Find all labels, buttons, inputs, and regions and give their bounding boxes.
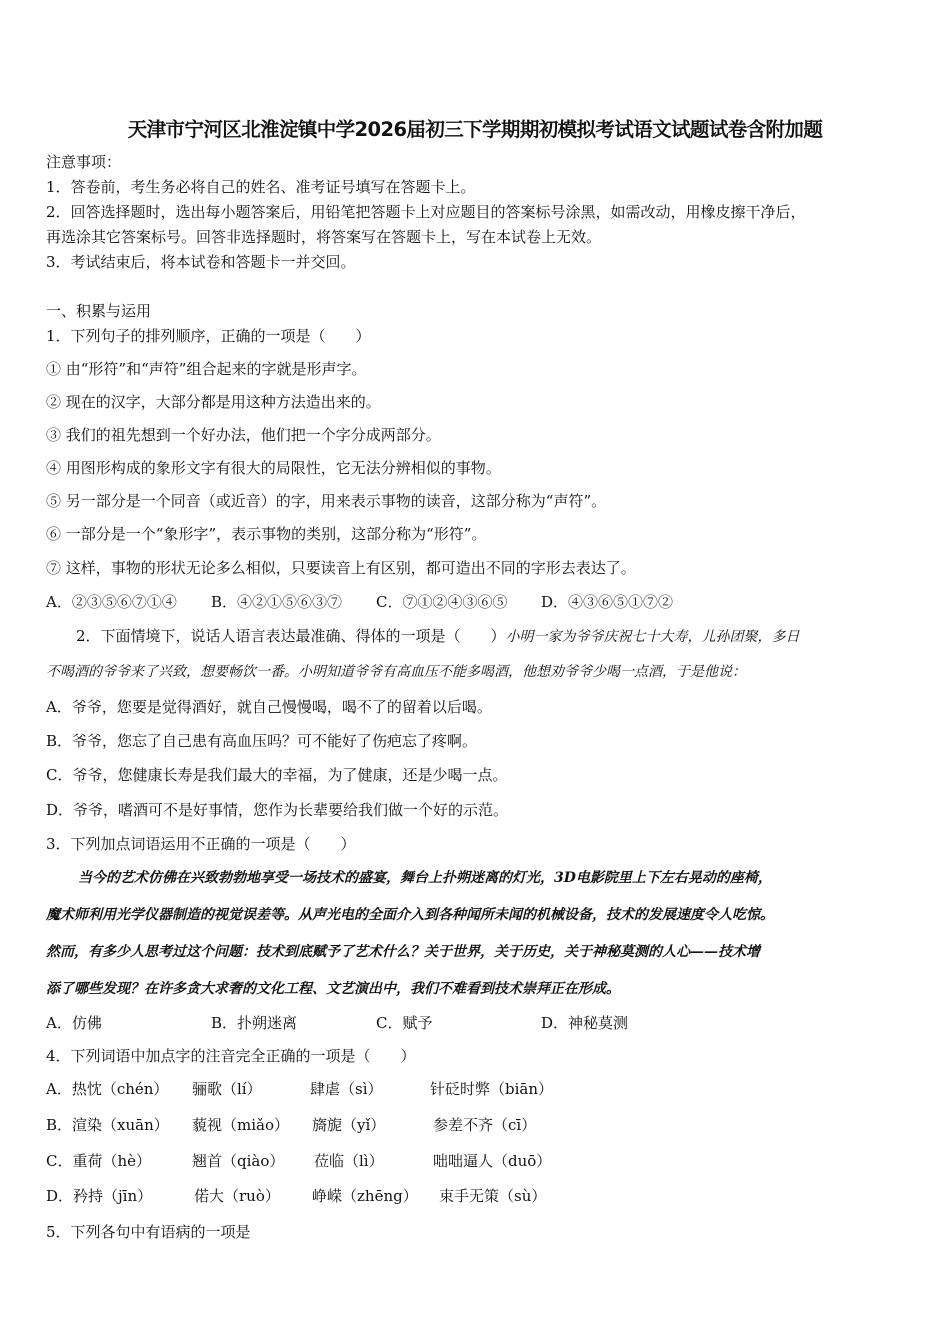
question-stem: 3．下列加点词语运用不正确的一项是（ ）	[46, 835, 356, 853]
section-heading: 一、积累与运用	[46, 302, 152, 320]
pinyin-item: 翘首（qiào）	[192, 1152, 285, 1170]
question-context: 不喝酒的爷爷来了兴致，想要畅饮一番。小明知道爷爷有高血压不能多喝酒，他想劝爷爷少喝一点酒，于是他说：	[46, 664, 746, 680]
option-b: B．渲染（xuān）	[46, 1116, 169, 1134]
question-context: 小明一家为爷爷庆祝七十大寿，儿孙团聚，多日	[505, 629, 800, 645]
sentence-item: ③ 我们的祖先想到一个好办法，他们把一个字分成两部分。	[46, 426, 441, 444]
pinyin-item: 针砭时弊（biān）	[430, 1080, 554, 1098]
passage-line: 当今的艺术仿佛在兴致勃勃地享受一场技术的盛宴，舞台上扑朔迷离的灯光，3D电影院里上下左右晃动的座椅，	[78, 870, 772, 886]
notice-item: 1．答卷前，考生务必将自己的姓名、准考证号填写在答题卡上。	[46, 178, 476, 196]
question-stem: 4．下列词语中加点字的注音完全正确的一项是（ ）	[46, 1047, 416, 1065]
notice-item: 3．考试结束后，将本试卷和答题卡一并交回。	[46, 253, 356, 271]
pinyin-item: 藐视（miǎo）	[192, 1116, 289, 1134]
question-stem: 1．下列句子的排列顺序，正确的一项是（ ）	[46, 327, 371, 345]
notice-item: 2．回答选择题时，选出每小题答案后，用铅笔把答题卡上对应题目的答案标号涂黑，如需改动，用橡皮擦干净后，	[46, 203, 806, 221]
pinyin-item: 峥嵘（zhēng）	[312, 1187, 418, 1205]
question-stem: 5．下列各句中有语病的一项是	[46, 1223, 251, 1241]
sentence-item: ⑥ 一部分是一个“象形字”，表示事物的类别，这部分称为“形符”。	[46, 525, 487, 543]
option-d: D．④③⑥⑤①⑦②	[541, 593, 674, 611]
sentence-item: ① 由“形符”和“声符”组合起来的字就是形声字。	[46, 360, 367, 378]
notice-item: 再选涂其它答案标号。回答非选择题时，将答案写在答题卡上，写在本试卷上无效。	[46, 228, 602, 246]
sentence-item: ② 现在的汉字，大部分都是用这种方法造出来的。	[46, 393, 381, 411]
pinyin-item: 旖旎（yǐ）	[312, 1116, 386, 1134]
question-stem	[76, 626, 800, 647]
option-d: D．爷爷，嗜酒可不是好事情，您作为长辈要给我们做一个好的示范。	[46, 801, 509, 819]
pinyin-item: 参差不齐（cī）	[433, 1116, 537, 1134]
option-c: C．赋予	[376, 1014, 433, 1032]
pinyin-item: 束手无策（sù）	[439, 1187, 547, 1205]
option-b: B．扑朔迷离	[211, 1014, 298, 1032]
option-c: C．重荷（hè）	[46, 1152, 152, 1170]
option-a: A．爷爷，您要是觉得酒好，就自己慢慢喝，喝不了的留着以后喝。	[46, 698, 492, 716]
option-b: B．爷爷，您忘了自己患有高血压吗？可不能好了伤疤忘了疼啊。	[46, 732, 478, 750]
option-a: A．热忱（chén）	[46, 1080, 169, 1098]
pinyin-item: 咄咄逼人（duō）	[433, 1152, 552, 1170]
sentence-item: ⑦ 这样，事物的形状无论多么相似，只要读音上有区别，都可造出不同的字形去表达了。	[46, 559, 636, 577]
page-title: 天津市宁河区北淮淀镇中学2026届初三下学期期初模拟考试语文试题试卷含附加题	[127, 118, 823, 141]
pinyin-item: 肆虐（sì）	[310, 1080, 383, 1098]
pinyin-item: 莅临（lì）	[314, 1152, 384, 1170]
passage-line: 添了哪些发现？在许多贪大求奢的文化工程、文艺演出中，我们不难看到技术崇拜正在形成。	[46, 981, 620, 997]
option-d: D．神秘莫测	[541, 1014, 629, 1032]
option-c: C．爷爷，您健康长寿是我们最大的幸福，为了健康，还是少喝一点。	[46, 766, 508, 784]
option-b: B．④②①⑤⑥③⑦	[211, 593, 343, 611]
sentence-item: ⑤ 另一部分是一个同音（或近音）的字，用来表示事物的读音，这部分称为“声符”。	[46, 492, 607, 510]
option-a: A．仿佛	[46, 1014, 102, 1032]
pinyin-item: 偌大（ruò）	[194, 1187, 280, 1205]
option-d: D．矜持（jīn）	[46, 1187, 153, 1205]
passage-line: 然而，有多少人思考过这个问题：技术到底赋予了艺术什么？关于世界，关于历史，关于神秘莫测的人心——技术增	[46, 944, 760, 960]
passage-line: 魔术师利用光学仪器制造的视觉误差等。从声光电的全面介入到各种闻所未闻的机械设备，技术的发展速度令人吃惊。	[46, 907, 774, 923]
question-stem-text: 2．下面情境下，说话人语言表达最准确、得体的一项是（ ）	[76, 627, 506, 645]
pinyin-item: 骊歌（lí）	[192, 1080, 262, 1098]
option-a: A．②③⑤⑥⑦①④	[46, 593, 177, 611]
option-c: C．⑦①②④③⑥⑤	[376, 593, 508, 611]
sentence-item: ④ 用图形构成的象形文字有很大的局限性，它无法分辨相似的事物。	[46, 459, 501, 477]
notice-heading: 注意事项：	[46, 153, 122, 171]
